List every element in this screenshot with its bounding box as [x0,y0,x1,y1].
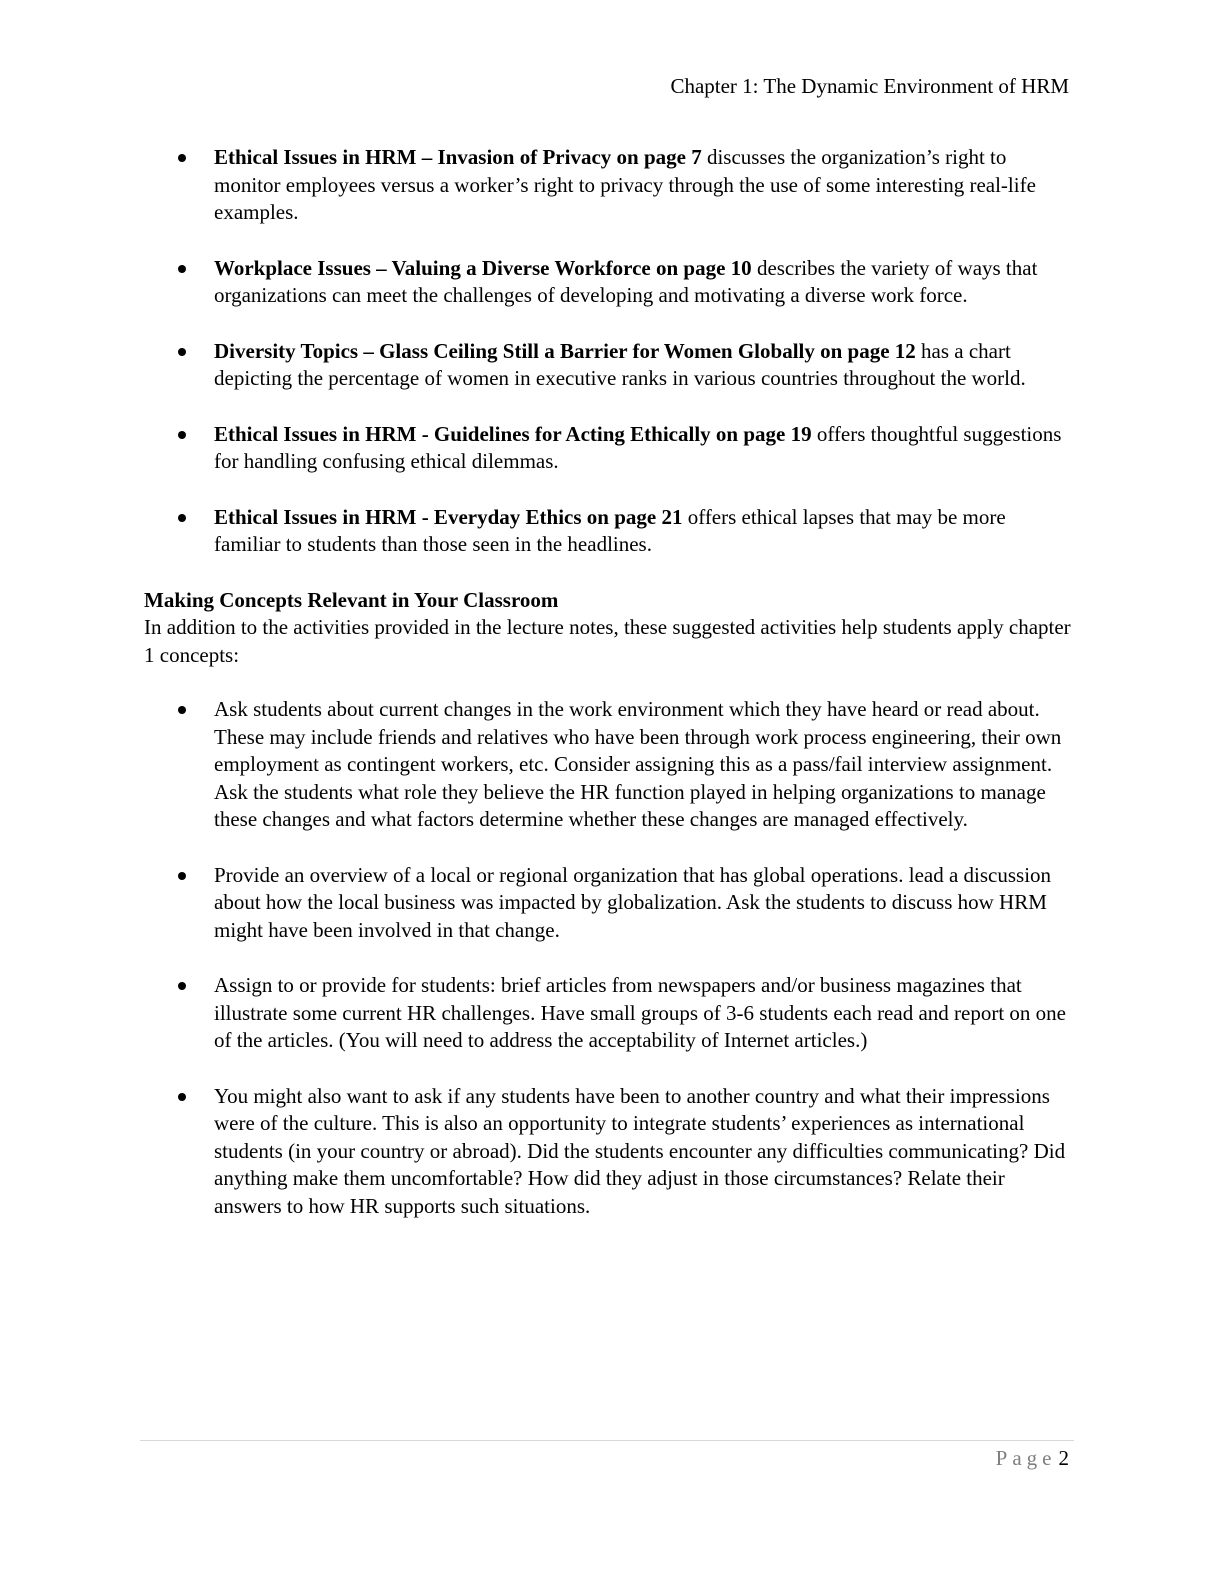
page-content [144,144,1074,1248]
activity-text: You might also want to ask if any students have been to another country and what their impressions were of the culture. This is also an opportunity to integrate students’ experiences as international students (in your country or abroad). Did the students encounter any difficulties communicating? Did anything make them uncomfortable? How did they adjust in those circumstances? Relate their answers to how HR supports such situations. [214,1083,1066,1218]
feature-description: describes the variety of ways that organizations can meet the challenges of developing and motivating a diverse work force. [214,255,1038,307]
list-item [144,1083,1074,1221]
page-number [996,1444,1069,1472]
list-item [144,338,1074,393]
footer-divider [140,1440,1074,1441]
feature-title: Diversity Topics – Glass Ceiling Still a Barrier for Women Globally on page 12 [214,338,916,363]
activity-text: Ask students about current changes in the work environment which they have heard or read about. These may include friends and relatives who have been through work process engineering, their own employment as contingent workers, etc. Consider assigning this as a pass/fail interview assignment. Ask the students what role they believe the HR function played in helping organizations to manage these changes and what factors determine whether these changes are managed effectively. [214,697,1062,831]
feature-title: Ethical Issues in HRM - Everyday Ethics on page 21 [214,504,683,529]
feature-title: Workplace Issues – Valuing a Diverse Workforce on page 10 [214,255,752,280]
bullet-icon [178,431,186,439]
list-item [144,255,1074,310]
bullet-icon [178,1093,186,1101]
list-item [144,504,1074,559]
list-item [144,862,1074,945]
bullet-icon [178,348,186,356]
list-item [144,696,1074,834]
activity-text: Provide an overview of a local or regional organization that has global operations. lead a discussion about how the local business was impacted by globalization. Ask the students to discuss how HRM might have been involved in that change. [214,862,1052,942]
list-item [144,421,1074,476]
activity-text: Assign to or provide for students: brief articles from newspapers and/or business magazines that illustrate some current HR challenges. Have small groups of 3-6 students each read and report on one of the articles. (You will need to address the acceptability of Internet articles.) [214,973,1066,1052]
list-item [144,972,1074,1055]
bullet-icon [178,706,186,714]
section-heading: Making Concepts Relevant in Your Classroom [144,587,559,612]
feature-list [144,144,1074,559]
page-label: Page [995,1446,1057,1470]
feature-description: discusses the organization’s right to monitor employees versus a worker’s right to privacy through the use of some interesting real-life examples. [214,145,1036,224]
activity-list [144,696,1074,1220]
feature-description: offers ethical lapses that may be more familiar to students than those seen in the headlines. [214,504,1006,556]
page-number-value: 2 [1058,1446,1069,1470]
feature-title: Ethical Issues in HRM - Guidelines for Acting Ethically on page 19 [214,421,812,446]
bullet-icon [178,265,186,273]
feature-title: Ethical Issues in HRM – Invasion of Privacy on page 7 [214,145,702,169]
running-header: Chapter 1: The Dynamic Environment of HRM [670,74,1069,98]
bullet-icon [178,154,186,162]
bullet-icon [178,872,186,880]
bullet-icon [178,982,186,990]
bullet-icon [178,514,186,522]
list-item [144,144,1074,227]
feature-description: offers thoughtful suggestions for handling confusing ethical dilemmas. [214,421,1062,473]
feature-description: has a chart depicting the percentage of women in executive ranks in various countries throughout the world. [214,338,1026,390]
section-intro: In addition to the activities provided in the lecture notes, these suggested activities help students apply chapter 1 concepts: [144,615,1071,667]
